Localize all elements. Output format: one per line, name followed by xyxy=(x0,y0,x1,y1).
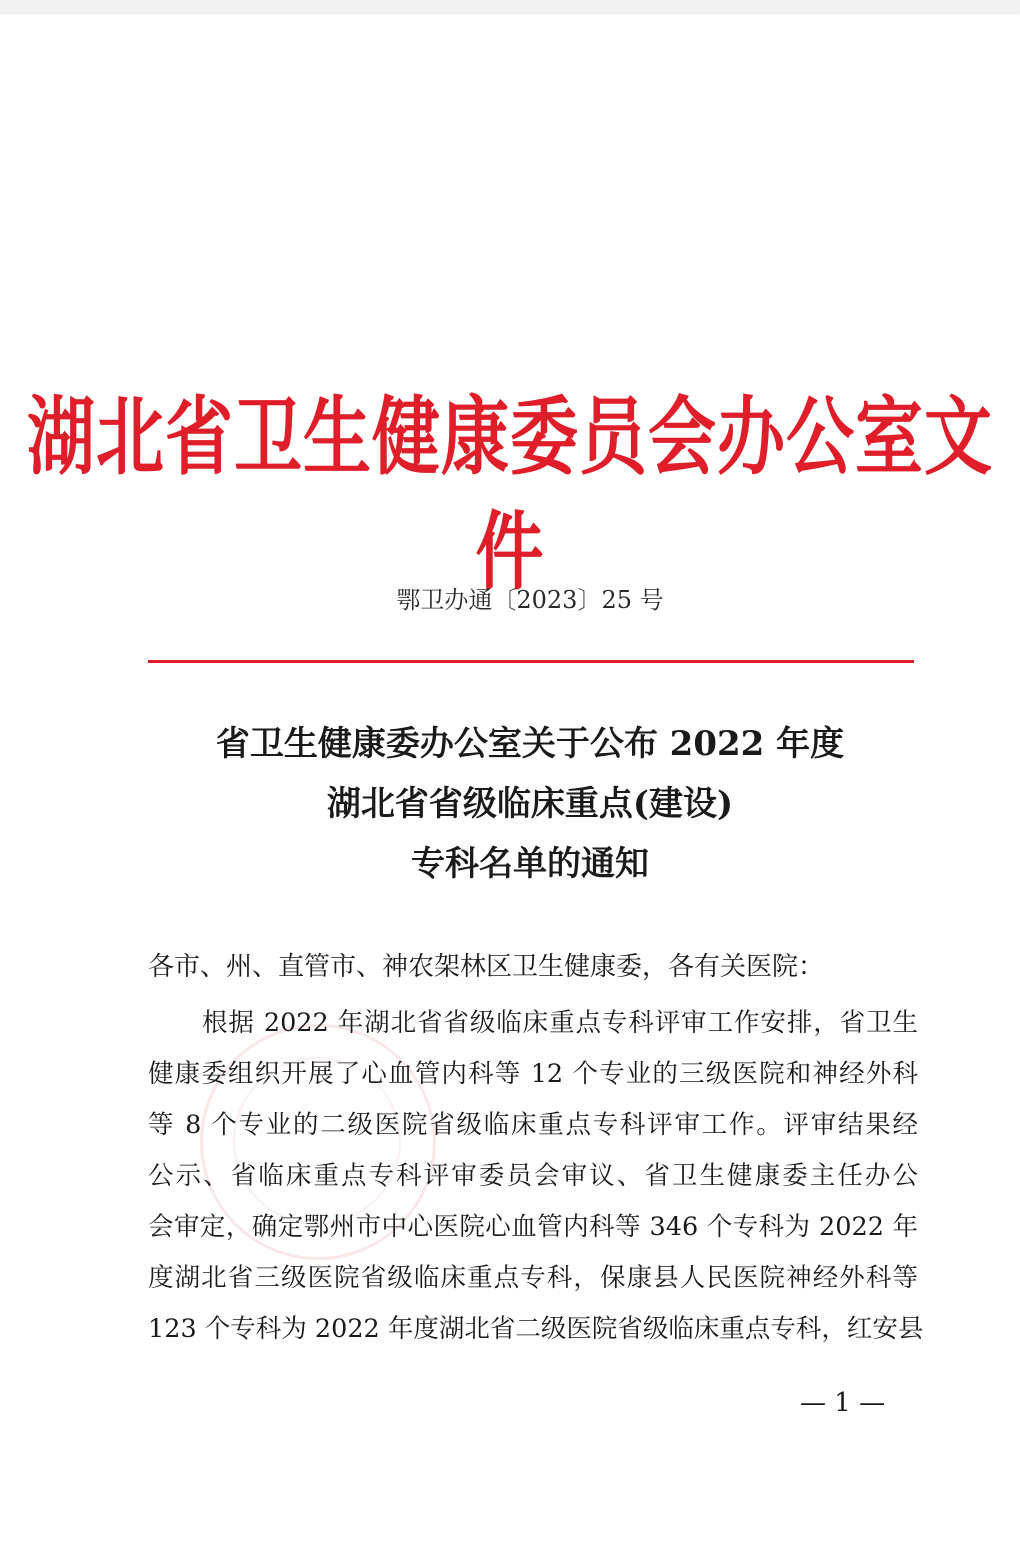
body-line-4: 公示、省临床重点专科评审委员会审议、省卫生健康委主任办公 xyxy=(148,1161,918,1191)
body-line-2: 健康委组织开展了心血管内科等 12 个专业的三级医院和神经外科 xyxy=(148,1059,918,1089)
body-line-1: 根据 2022 年湖北省省级临床重点专科评审工作安排，省卫生 xyxy=(202,1008,918,1038)
notice-title-line-2: 湖北省省级临床重点(建设) xyxy=(326,784,734,824)
body-line-7: 123 个专科为 2022 年度湖北省二级医院省级临床重点专科，红安县 xyxy=(148,1314,924,1344)
document-page xyxy=(0,14,1020,1545)
notice-title xyxy=(0,714,1020,894)
notice-title-line-3: 专科名单的通知 xyxy=(411,844,649,884)
document-number: 鄂卫办通〔2023〕25 号 xyxy=(396,586,664,614)
red-separator-line xyxy=(148,660,914,663)
body-line-5: 会审定，确定鄂州市中心医院心血管内科等 346 个专科为 2022 年 xyxy=(148,1212,918,1242)
body-paragraph xyxy=(148,998,924,1355)
page-number: — 1 — xyxy=(800,1388,886,1418)
body-line-6: 度湖北省三级医院省级临床重点专科，保康县人民医院神经外科等 xyxy=(148,1263,918,1293)
body-line-3: 等 8 个专业的二级医院省级临床重点专科评审工作。评审结果经 xyxy=(148,1110,918,1140)
addressee-line: 各市、州、直管市、神农架林区卫生健康委，各有关医院： xyxy=(148,952,825,982)
notice-title-line-1: 省卫生健康委办公室关于公布 2022 年度 xyxy=(215,724,845,764)
issuing-office-header: 湖北省卫生健康委员会办公室文件 xyxy=(26,387,993,603)
